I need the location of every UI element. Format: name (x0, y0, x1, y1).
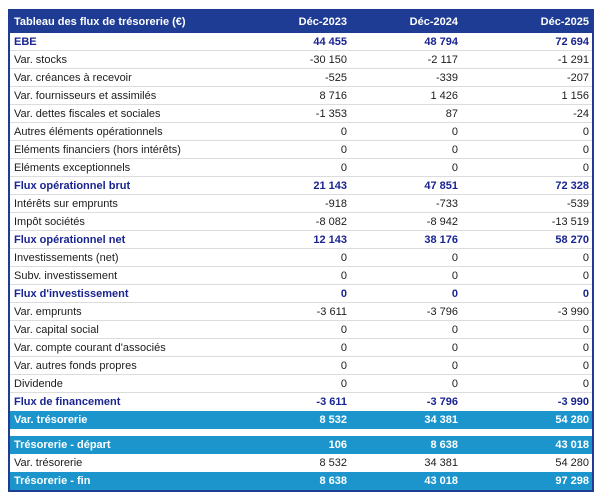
column-header-dec-2024: Déc-2024 (409, 16, 458, 28)
row-label: Var. stocks (14, 53, 67, 66)
row-label: Var. emprunts (14, 305, 82, 318)
row-label: Subv. investissement (14, 269, 118, 282)
cell-value: 0 (451, 323, 458, 336)
row-label: Flux opérationnel net (14, 233, 126, 246)
cell-value: -539 (566, 197, 589, 210)
cell-value: 0 (451, 143, 458, 156)
row-label: Var. compte courant d'associés (14, 341, 166, 354)
cell-value: 0 (582, 341, 589, 354)
cell-value: 106 (328, 439, 347, 451)
cell-value: -2 117 (427, 53, 458, 66)
row-label: Var. fournisseurs et assimilés (14, 89, 157, 102)
cell-value: 0 (340, 341, 347, 354)
cell-value: 0 (340, 269, 347, 282)
cell-value: 47 851 (424, 179, 458, 192)
cell-value: 0 (340, 287, 347, 300)
cell-value: -3 796 (426, 305, 458, 318)
row-label: Var. autres fonds propres (14, 359, 137, 372)
table-row (10, 69, 592, 87)
cell-value: 0 (582, 269, 589, 282)
table-row (10, 285, 592, 303)
row-label: Var. dettes fiscales et sociales (14, 107, 161, 120)
cell-value: 0 (451, 377, 458, 390)
cell-value: 0 (582, 287, 589, 300)
row-label: Flux opérationnel brut (14, 179, 131, 192)
table-row (10, 195, 592, 213)
table-row (10, 33, 592, 51)
table-row (10, 249, 592, 267)
cell-value: -30 150 (309, 53, 347, 66)
table-row (10, 123, 592, 141)
row-label: Investissements (net) (14, 251, 119, 264)
cell-value: 87 (445, 107, 458, 120)
cell-value: -13 519 (551, 215, 589, 228)
cell-value: 34 381 (424, 414, 458, 426)
row-label: Trésorerie - fin (14, 475, 91, 487)
cell-value: -24 (573, 107, 589, 120)
table-body (10, 33, 592, 490)
table-row-separator (10, 429, 592, 436)
table-row (10, 231, 592, 249)
cell-value: -733 (435, 197, 458, 210)
table-row (10, 454, 592, 472)
cell-value: -3 990 (557, 396, 589, 408)
cell-value: 97 298 (555, 475, 589, 487)
row-label: Var. trésorerie (14, 414, 88, 426)
cell-value: -1 291 (557, 53, 589, 66)
cell-value: 8 532 (319, 414, 347, 426)
cell-value: 1 426 (430, 89, 458, 102)
table-row (10, 411, 592, 429)
cell-value: -3 611 (316, 305, 347, 318)
cell-value: 0 (340, 323, 347, 336)
row-label: Var. créances à recevoir (14, 71, 132, 84)
row-label: Eléments financiers (hors intérêts) (14, 143, 181, 156)
table-title: Tableau des flux de trésorerie (€) (14, 16, 186, 28)
cell-value: -3 990 (557, 305, 589, 318)
table-row (10, 472, 592, 490)
cell-value: 0 (582, 323, 589, 336)
cell-value: 1 156 (561, 89, 589, 102)
table-row (10, 87, 592, 105)
cell-value: -918 (324, 197, 347, 210)
cell-value: -339 (435, 71, 458, 84)
column-header-dec-2025: Déc-2025 (540, 16, 589, 28)
cell-value: 38 176 (424, 233, 458, 246)
cell-value: 54 280 (555, 457, 589, 469)
table-row (10, 51, 592, 69)
table-row (10, 339, 592, 357)
cell-value: 0 (340, 359, 347, 372)
table-header-row (10, 11, 592, 33)
table-row (10, 159, 592, 177)
cell-value: 43 018 (424, 475, 458, 487)
row-label: Autres éléments opérationnels (14, 125, 163, 138)
cell-value: 44 455 (313, 35, 347, 48)
cell-value: -3 796 (426, 396, 458, 408)
cell-value: 0 (340, 251, 347, 264)
cell-value: 0 (451, 251, 458, 264)
cell-value: 0 (582, 251, 589, 264)
cell-value: 72 328 (555, 179, 589, 192)
table-row (10, 267, 592, 285)
cell-value: 0 (582, 125, 589, 138)
cell-value: 48 794 (424, 35, 458, 48)
table-row (10, 177, 592, 195)
cell-value: 8 532 (319, 457, 347, 469)
cell-value: 34 381 (424, 457, 458, 469)
row-label: Flux de financement (14, 396, 121, 408)
cell-value: 0 (340, 125, 347, 138)
table-row (10, 393, 592, 411)
cell-value: 72 694 (555, 35, 589, 48)
cell-value: 0 (340, 143, 347, 156)
column-header-dec-2023: Déc-2023 (298, 16, 347, 28)
cell-value: -1 353 (315, 107, 347, 120)
row-label: Var. capital social (14, 323, 99, 336)
row-label: Intérêts sur emprunts (14, 197, 118, 210)
table-row (10, 303, 592, 321)
cell-value: 0 (451, 125, 458, 138)
table-row (10, 141, 592, 159)
cell-value: 43 018 (555, 439, 589, 451)
cell-value: -3 611 (316, 396, 347, 408)
cell-value: 8 638 (319, 475, 347, 487)
cell-value: -207 (566, 71, 589, 84)
cell-value: 0 (451, 341, 458, 354)
table-row (10, 436, 592, 454)
table-row (10, 105, 592, 123)
cell-value: 12 143 (313, 233, 347, 246)
cell-value: 0 (340, 161, 347, 174)
cell-value: 8 716 (319, 89, 347, 102)
cash-flow-table (8, 9, 594, 492)
cell-value: -8 942 (426, 215, 458, 228)
cell-value: 0 (451, 269, 458, 282)
cell-value: 0 (582, 377, 589, 390)
row-label: Impôt sociétés (14, 215, 85, 228)
cell-value: -8 082 (315, 215, 347, 228)
cell-value: 8 638 (430, 439, 458, 451)
cell-value: 0 (451, 287, 458, 300)
row-label: Var. trésorerie (14, 457, 83, 469)
row-label: Dividende (14, 377, 63, 390)
row-label: Trésorerie - départ (14, 439, 111, 451)
row-label: Flux d'investissement (14, 287, 129, 300)
table-row (10, 375, 592, 393)
cell-value: 0 (582, 359, 589, 372)
cell-value: 0 (582, 143, 589, 156)
cell-value: 0 (340, 377, 347, 390)
cell-value: -525 (324, 71, 347, 84)
cell-value: 0 (582, 161, 589, 174)
cell-value: 58 270 (555, 233, 589, 246)
row-label: Eléments exceptionnels (14, 161, 131, 174)
cell-value: 21 143 (313, 179, 347, 192)
table-row (10, 357, 592, 375)
table-row (10, 321, 592, 339)
cell-value: 0 (451, 161, 458, 174)
table-row (10, 213, 592, 231)
cell-value: 0 (451, 359, 458, 372)
cell-value: 54 280 (555, 414, 589, 426)
row-label: EBE (14, 35, 37, 48)
